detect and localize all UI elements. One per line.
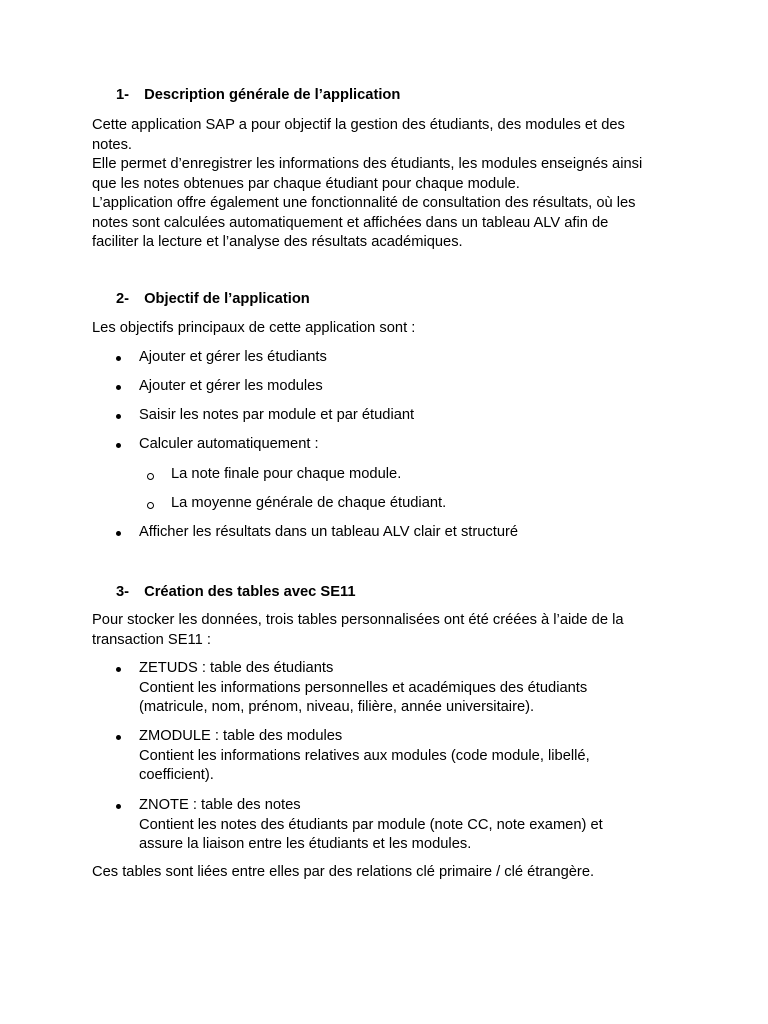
paragraph-line: Cette application SAP a pour objectif la gestion des étudiants, des modules et des	[92, 117, 625, 133]
section-2-title: Objectif de l’application	[144, 291, 310, 307]
objective-item: Ajouter et gérer les modules	[139, 378, 323, 394]
bullet-dot	[116, 414, 121, 419]
table-description-line: Contient les informations relatives aux modules (code module, libellé,	[139, 747, 590, 764]
table-item-znote	[139, 796, 659, 855]
paragraph-line: Elle permet d’enregistrer les informations des étudiants, les modules enseignés ainsi	[92, 156, 643, 172]
section-1-description	[92, 116, 672, 253]
table-item-zetuds	[139, 659, 659, 718]
section-3-intro	[92, 611, 672, 650]
table-description-line: Contient les informations personnelles et académiques des étudiants	[139, 679, 588, 696]
paragraph-line: faciliter la lecture et l’analyse des résultats académiques.	[92, 234, 463, 250]
section-2-intro: Les objectifs principaux de cette application sont :	[92, 320, 416, 336]
section-3-number: 3-	[116, 584, 130, 600]
section-3-heading	[116, 583, 356, 603]
sub-bullet-circle	[147, 502, 154, 509]
section-1-title: Description générale de l’application	[144, 87, 401, 103]
table-name: ZNOTE : table des notes	[139, 797, 301, 813]
section-3-title: Création des tables avec SE11	[144, 584, 356, 600]
table-description-line: Contient les notes des étudiants par module (note CC, note examen) et	[139, 816, 603, 833]
table-description-line: assure la liaison entre les étudiants et les modules.	[139, 836, 472, 852]
table-item-zmodule	[139, 727, 659, 786]
paragraph-line: transaction SE11 :	[92, 631, 211, 648]
section-2-heading	[116, 290, 310, 310]
objective-item: Calculer automatiquement :	[139, 436, 319, 452]
bullet-dot	[116, 667, 121, 672]
objective-subitem: La note finale pour chaque module.	[171, 466, 402, 482]
paragraph-line: notes.	[92, 136, 133, 153]
paragraph-line: L’application offre également une fonctionnalité de consultation des résultats, où les	[92, 195, 636, 211]
paragraph-line: que les notes obtenues par chaque étudiant pour chaque module.	[92, 175, 520, 192]
section-2-number: 2-	[116, 291, 130, 307]
table-name: ZMODULE : table des modules	[139, 728, 343, 744]
bullet-dot	[116, 531, 121, 536]
table-name: ZETUDS : table des étudiants	[139, 660, 334, 676]
table-description-line: coefficient).	[139, 767, 214, 783]
bullet-dot	[116, 385, 121, 390]
bullet-dot	[116, 443, 121, 448]
section-1-heading	[116, 86, 400, 106]
objective-subitem: La moyenne générale de chaque étudiant.	[171, 495, 447, 511]
sub-bullet-circle	[147, 473, 154, 480]
paragraph-line: Pour stocker les données, trois tables personnalisées ont été créées à l’aide de la	[92, 612, 624, 628]
table-description-line: (matricule, nom, prénom, niveau, filière, année universitaire).	[139, 699, 535, 715]
objective-item: Afficher les résultats dans un tableau ALV clair et structuré	[139, 524, 519, 540]
paragraph-line: notes sont calculées automatiquement et affichées dans un tableau ALV afin de	[92, 214, 609, 231]
bullet-dot	[116, 356, 121, 361]
objective-item: Ajouter et gérer les étudiants	[139, 349, 327, 365]
bullet-dot	[116, 804, 121, 809]
objective-item: Saisir les notes par module et par étudiant	[139, 407, 415, 423]
section-3-conclusion: Ces tables sont liées entre elles par des relations clé primaire / clé étrangère.	[92, 864, 595, 880]
bullet-dot	[116, 735, 121, 740]
section-1-number: 1-	[116, 87, 130, 103]
